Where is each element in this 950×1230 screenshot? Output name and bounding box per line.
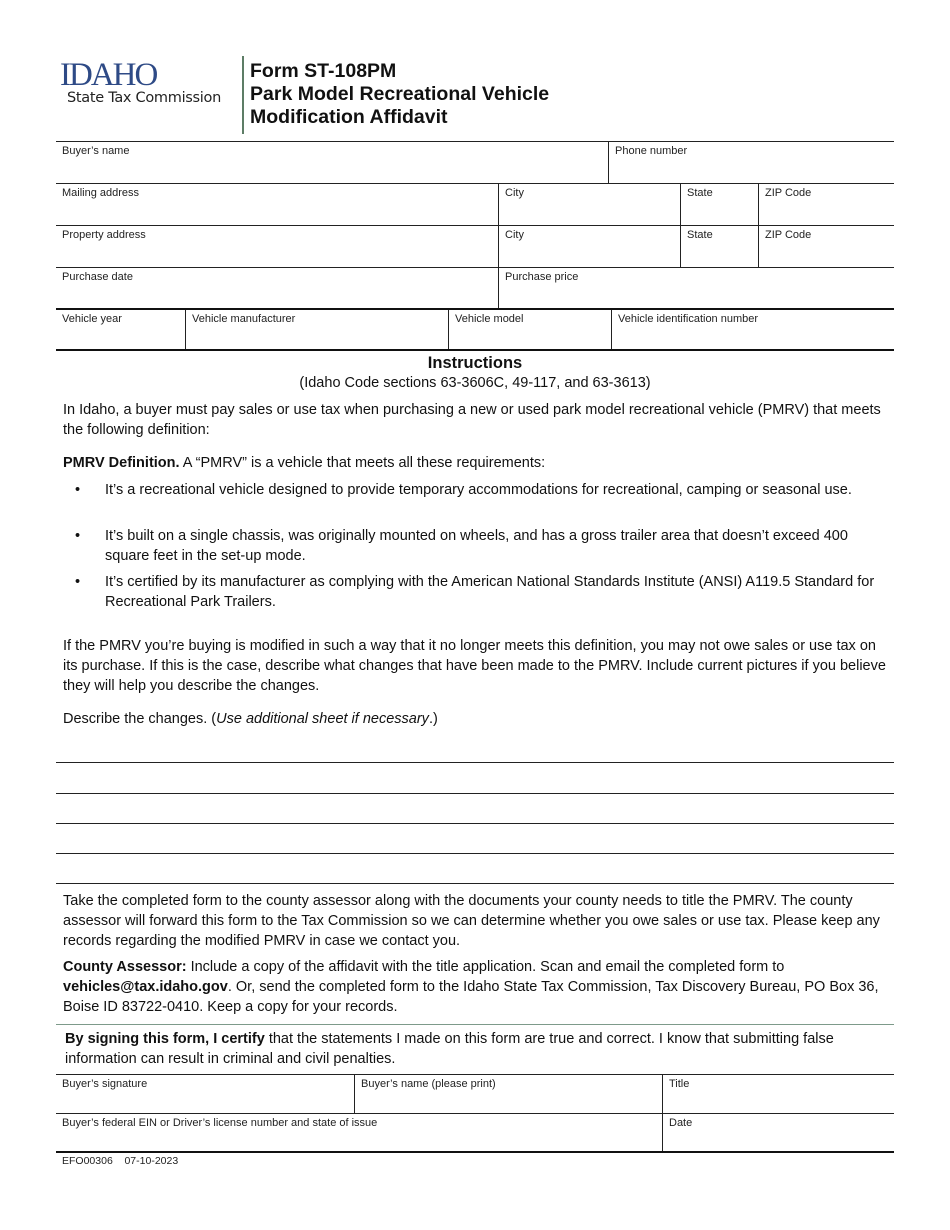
pmrv-definition bbox=[63, 453, 893, 473]
row-signature bbox=[56, 1074, 894, 1113]
form-revision-date: 07-10-2023 bbox=[124, 1155, 179, 1167]
assessor-text-2: . Or, send the completed form to the Idaho State Tax Commission, Tax Discovery Bureau, PO Box 36, Boise ID 83722-0410. Keep a copy for your records. bbox=[63, 979, 879, 1015]
describe-prefix: Describe the changes. ( bbox=[63, 711, 217, 727]
property-state-field[interactable] bbox=[680, 226, 758, 267]
assessor-label: County Assessor: bbox=[63, 959, 187, 975]
purchase-date-field[interactable] bbox=[56, 268, 498, 309]
mailing-city-field[interactable] bbox=[498, 184, 680, 225]
certification-separator bbox=[56, 1024, 894, 1025]
ein-dl-field[interactable] bbox=[56, 1114, 662, 1151]
row-property-address bbox=[56, 225, 894, 267]
header-divider bbox=[242, 56, 244, 134]
describe-changes-line-5 bbox=[56, 883, 894, 884]
purchase-price-label: Purchase price bbox=[505, 271, 579, 283]
phone-number-field[interactable] bbox=[608, 142, 894, 183]
form-title-line2: Modification Affidavit bbox=[250, 106, 448, 128]
row-mailing-address bbox=[56, 183, 894, 225]
take-form-paragraph: Take the completed form to the county assessor along with the documents your county needs to title the PMRV. The county assessor will forward this form to the Tax Commission so we can determine whether you owe sales or use tax. Please keep any records regarding the modified PMRV in case we contact you. bbox=[63, 893, 880, 949]
row-buyer-phone bbox=[56, 141, 894, 183]
county-assessor-paragraph bbox=[63, 957, 893, 1017]
row-vehicle bbox=[56, 308, 894, 351]
mailing-state-field[interactable] bbox=[680, 184, 758, 225]
bullet-icon: • bbox=[75, 574, 81, 590]
buyer-info-table bbox=[56, 141, 894, 351]
mailing-city-label: City bbox=[505, 187, 524, 199]
intro-paragraph: In Idaho, a buyer must pay sales or use tax when purchasing a new or used park model recreational vehicle (PMRV) that meets the following definition: bbox=[63, 402, 881, 438]
certification-statement bbox=[65, 1029, 890, 1069]
vin-label: Vehicle identification number bbox=[618, 313, 759, 325]
bullet-text: It’s certified by its manufacturer as complying with the American National Standards Institute (ANSI) A119.5 Standard for Recreational Park Trailers. bbox=[105, 574, 875, 610]
property-address-field[interactable] bbox=[56, 226, 498, 267]
property-state-label: State bbox=[687, 229, 713, 241]
definition-text: A “PMRV” is a vehicle that meets all these requirements: bbox=[179, 455, 546, 471]
mailing-zip-label: ZIP Code bbox=[765, 187, 812, 199]
mailing-zip-field[interactable] bbox=[758, 184, 894, 225]
date-label: Date bbox=[669, 1117, 693, 1129]
date-field[interactable] bbox=[662, 1114, 894, 1151]
bullet-text: It’s built on a single chassis, was originally mounted on wheels, and has a gross trailer area that doesn’t exceed 400 square feet in the set-up mode. bbox=[105, 528, 848, 564]
row-purchase bbox=[56, 267, 894, 309]
ein-dl-label: Buyer’s federal EIN or Driver’s license number and state of issue bbox=[62, 1117, 378, 1129]
signature-table bbox=[56, 1074, 894, 1153]
form-title-line1: Park Model Recreational Vehicle bbox=[250, 83, 550, 105]
buyers-signature-label: Buyer’s signature bbox=[62, 1078, 148, 1090]
describe-suffix: .) bbox=[428, 711, 438, 727]
vin-field[interactable] bbox=[611, 310, 894, 349]
form-header bbox=[60, 56, 900, 134]
describe-changes-label bbox=[63, 709, 893, 729]
buyers-name-label: Buyer’s name bbox=[62, 145, 130, 157]
buyers-name-field[interactable] bbox=[56, 142, 608, 183]
mailing-state-label: State bbox=[687, 187, 713, 199]
mailing-address-field[interactable] bbox=[56, 184, 498, 225]
vehicle-model-label: Vehicle model bbox=[455, 313, 524, 325]
assessor-text-1: Include a copy of the affidavit with the title application. Scan and email the completed form to bbox=[186, 959, 785, 975]
purchase-date-label: Purchase date bbox=[62, 271, 133, 283]
describe-italic-note: Use additional sheet if necessary bbox=[216, 711, 429, 727]
vehicle-manufacturer-field[interactable] bbox=[185, 310, 448, 349]
modified-paragraph: If the PMRV you’re buying is modified in such a way that it no longer meets this definition, you may not owe sales or use tax on its purchase. If this is the case, describe what changes that have been made to the PMRV. Include current pictures if you believe they will help you describe the changes. bbox=[63, 638, 886, 694]
describe-changes-line-3[interactable] bbox=[56, 823, 894, 824]
title-field[interactable] bbox=[662, 1075, 894, 1113]
describe-changes-line-2[interactable] bbox=[56, 793, 894, 794]
property-address-label: Property address bbox=[62, 229, 146, 241]
instructions-code-reference: (Idaho Code sections 63-3606C, 49-117, and 63-3613) bbox=[299, 375, 651, 391]
property-city-field[interactable] bbox=[498, 226, 680, 267]
certification-bold: By signing this form, I certify bbox=[65, 1031, 265, 1047]
describe-changes-line-4[interactable] bbox=[56, 853, 894, 854]
phone-number-label: Phone number bbox=[615, 145, 688, 157]
bullet-icon: • bbox=[75, 528, 81, 544]
bullet-icon: • bbox=[75, 482, 81, 498]
vehicle-manufacturer-label: Vehicle manufacturer bbox=[192, 313, 296, 325]
property-city-label: City bbox=[505, 229, 524, 241]
purchase-price-field[interactable] bbox=[498, 268, 894, 309]
logo-subtitle: State Tax Commission bbox=[67, 90, 221, 106]
mailing-address-label: Mailing address bbox=[62, 187, 140, 199]
form-code: EFO00306 bbox=[62, 1155, 113, 1167]
vehicle-year-field[interactable] bbox=[56, 310, 185, 349]
buyers-signature-field[interactable] bbox=[56, 1075, 354, 1113]
buyers-name-print-label: Buyer’s name (please print) bbox=[361, 1078, 496, 1090]
form-number: Form ST-108PM bbox=[250, 60, 397, 82]
vehicle-model-field[interactable] bbox=[448, 310, 611, 349]
property-zip-label: ZIP Code bbox=[765, 229, 812, 241]
instructions-heading: Instructions bbox=[427, 354, 523, 372]
row-ein-date bbox=[56, 1113, 894, 1153]
buyers-name-print-field[interactable] bbox=[354, 1075, 662, 1113]
form-title bbox=[250, 60, 549, 129]
form-footer bbox=[62, 1155, 178, 1167]
idaho-tax-commission-logo bbox=[60, 57, 240, 106]
logo-wordmark: IDAHO bbox=[60, 57, 157, 93]
bullet-text: It’s a recreational vehicle designed to provide temporary accommodations for recreational, camping or seasonal use. bbox=[105, 482, 852, 498]
vehicle-year-label: Vehicle year bbox=[62, 313, 122, 325]
assessor-email-link[interactable]: vehicles@tax.idaho.gov bbox=[63, 979, 228, 995]
describe-changes-line-1[interactable] bbox=[56, 762, 894, 763]
property-zip-field[interactable] bbox=[758, 226, 894, 267]
certification-text: that the statements I made on this form are true and correct. I know that submitting false information can result in criminal and civil penalties. bbox=[65, 1031, 834, 1067]
definition-label: PMRV Definition. bbox=[63, 455, 180, 471]
title-label: Title bbox=[669, 1078, 690, 1090]
